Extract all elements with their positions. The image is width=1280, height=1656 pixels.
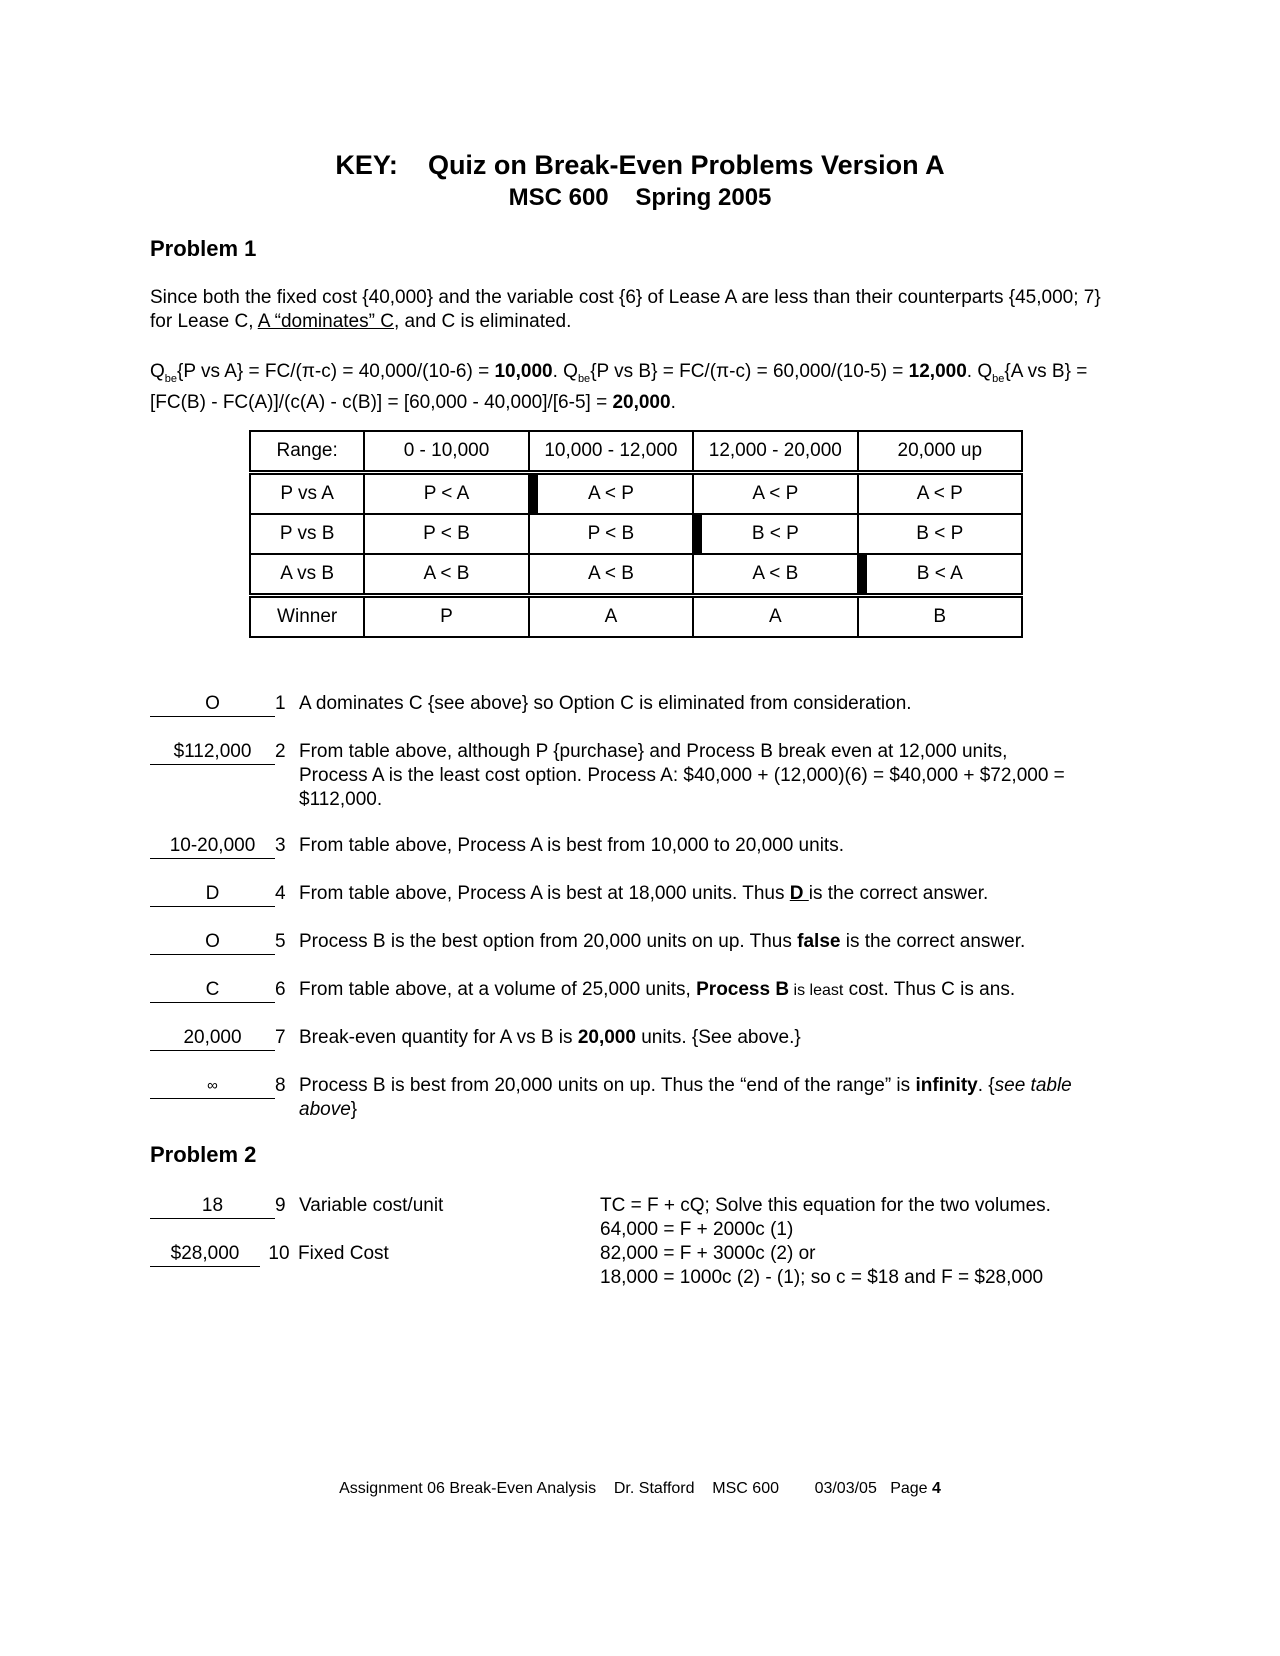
answer-item (150, 930, 1119, 955)
table-header-cell: 0 - 10,000 (364, 431, 528, 473)
answer-explanation: From table above, although P {purchase} and Process B break even at 12,000 units, Process A is the least cost option. Process A: $40,000 + (12,000)(6) = $40,000 + $72,000 = $112,000. (299, 741, 1065, 810)
question-number: 3 (275, 835, 286, 856)
question-number: 6 (275, 979, 286, 1000)
answer-blank: $112,000 (150, 740, 275, 765)
eq3-end: . (670, 391, 676, 413)
explanation-text: From table above, Process A is best at 18,000 units. Thus (299, 883, 790, 904)
table-cell: P vs B (250, 514, 364, 554)
explanation-text: From table above, at a volume of 25,000 units, (299, 979, 697, 1000)
question-number: 2 (275, 741, 286, 762)
answer-item (150, 1026, 1119, 1051)
equation-line: 18,000 = 1000c (2) - (1); so c = $18 and F = $28,000 (600, 1267, 1044, 1288)
item-label: Fixed Cost (298, 1243, 389, 1264)
q-symbol: Q (563, 361, 578, 382)
table-row (250, 554, 1022, 596)
title-text: Quiz on Break-Even Problems Version A (427, 150, 945, 180)
table-cell (693, 514, 857, 554)
explanation-small: is least (789, 982, 844, 999)
answer-item (150, 1242, 558, 1267)
table-header-cell: 12,000 - 20,000 (693, 431, 857, 473)
footer-assignment: Assignment 06 Break-Even Analysis (339, 1480, 597, 1497)
answer-item (150, 740, 1079, 812)
table-header-row (250, 431, 1022, 473)
table-cell: A (529, 596, 693, 638)
answer-item (150, 834, 1119, 859)
table-cell: A < P (858, 473, 1022, 515)
answer-blank: 18 (150, 1194, 275, 1219)
answer-blank: $28,000 (150, 1242, 260, 1267)
eq3-result: 20,000 (612, 391, 671, 413)
table-header-cell: Range: (250, 431, 364, 473)
explanation-text: } (350, 1099, 358, 1120)
footer-course: MSC 600 (712, 1480, 779, 1497)
table-cell-text: B < P (751, 523, 799, 544)
para-text: Since both the fixed cost {40,000} and the variable cost {6} of Lease A are less than their counterparts {45,000; 7} for Lease C, (150, 287, 1101, 332)
answer-item (150, 882, 1119, 907)
explanation-text: is the correct answer. (808, 883, 989, 904)
table-row (250, 473, 1022, 515)
answer-blank: O (150, 930, 275, 955)
page-title (0, 150, 1280, 181)
explanation-bold: Process B (696, 979, 790, 1000)
question-number: 5 (275, 931, 286, 952)
explanation-bold: infinity (915, 1075, 978, 1096)
table-cell: P < B (364, 514, 528, 554)
answer-blank: ∞ (150, 1074, 275, 1099)
table-cell-text: B < A (916, 563, 963, 584)
breakeven-marker (530, 475, 538, 513)
table-row (250, 514, 1022, 554)
q-symbol: Q (977, 361, 993, 382)
answer-item (150, 1194, 559, 1219)
eq-sep: . (552, 361, 564, 382)
question-number: 7 (275, 1027, 286, 1048)
eq2-result: 12,000 (908, 361, 967, 382)
table-cell: B < P (858, 514, 1022, 554)
explanation-bold: false (797, 931, 841, 952)
question-number: 8 (275, 1075, 286, 1096)
answer-blank: 10-20,000 (150, 834, 275, 859)
para-underlined: A “dominates” C (257, 311, 394, 332)
page-subtitle (0, 184, 1280, 212)
question-number: 1 (275, 693, 286, 714)
table-winner-row (250, 596, 1022, 638)
table-cell: A < B (693, 554, 857, 596)
subtitle-term: Spring 2005 (635, 184, 772, 211)
equation-line: 82,000 = F + 3000c (2) or (600, 1243, 816, 1264)
eq1-result: 10,000 (494, 361, 553, 382)
breakeven-table (249, 430, 1023, 638)
answer-item (150, 692, 1119, 717)
answer-blank: O (150, 692, 275, 717)
explanation-italic: see table above (299, 1075, 1072, 1120)
table-cell: B (858, 596, 1022, 638)
eq2: {P vs B} = FC/(π-c) = 60,000/(10-5) = (590, 361, 909, 382)
table-cell: A vs B (250, 554, 364, 596)
question-number: 10 (268, 1243, 290, 1264)
answer-blank: C (150, 978, 275, 1003)
footer-page-label: Page (890, 1480, 928, 1497)
explanation-bold: 20,000 (577, 1027, 636, 1048)
answer-item (150, 978, 1119, 1003)
footer-date: 03/03/05 (814, 1480, 877, 1497)
explanation-text: Break-even quantity for A vs B is (299, 1027, 578, 1048)
table-cell: Winner (250, 596, 364, 638)
table-cell: A < P (693, 473, 857, 515)
explanation-answer: D (789, 883, 809, 904)
table-cell: P < B (529, 514, 693, 554)
breakeven-marker (694, 515, 702, 553)
footer-instructor: Dr. Stafford (613, 1480, 695, 1497)
answer-blank: D (150, 882, 275, 907)
breakeven-equations (150, 360, 1120, 415)
table-header-cell: 20,000 up (858, 431, 1022, 473)
equation-line: TC = F + cQ; Solve this equation for the two volumes. (600, 1195, 1051, 1216)
problem2-heading: Problem 2 (150, 1142, 257, 1167)
breakeven-marker (859, 555, 867, 593)
explanation-text: Process B is best from 20,000 units on up. Thus the “end of the range” is (299, 1075, 916, 1096)
page-footer (0, 1480, 1280, 1498)
q-symbol: Q (150, 361, 165, 382)
answer-explanation (299, 1026, 1119, 1050)
problem1-heading: Problem 1 (150, 236, 257, 261)
table-cell (858, 554, 1022, 596)
table-cell (529, 473, 693, 515)
eq-sep: . (966, 361, 978, 382)
question-number: 4 (275, 883, 286, 904)
q-subscript: be (164, 372, 178, 385)
q-subscript: be (992, 372, 1005, 385)
item-label: Variable cost/unit (299, 1195, 444, 1216)
problem1-paragraph (150, 286, 1110, 334)
answer-explanation (299, 882, 1119, 906)
table-cell: A < B (364, 554, 528, 596)
answer-explanation: From table above, Process A is best from 10,000 to 20,000 units. (299, 835, 844, 856)
eq3: {A vs B} = [FC(B) - FC(A)]/(c(A) - c(B)] = [60,000 - 40,000]/[6-5] = (150, 361, 1088, 413)
answer-item (150, 1074, 1099, 1122)
explanation-text: cost. Thus C is ans. (843, 979, 1016, 1000)
explanation-text: units. {See above.} (635, 1027, 801, 1048)
table-cell-text: A < P (587, 483, 634, 504)
title-key: KEY: (335, 150, 398, 180)
table-cell: P (364, 596, 528, 638)
table-header-cell: 10,000 - 12,000 (529, 431, 693, 473)
question-number: 9 (275, 1195, 286, 1216)
answer-explanation (299, 1074, 1099, 1122)
explanation-text: . { (977, 1075, 995, 1096)
answer-explanation: A dominates C {see above} so Option C is eliminated from consideration. (299, 693, 912, 714)
subtitle-course: MSC 600 (508, 184, 609, 211)
q-subscript: be (577, 372, 591, 385)
answer-explanation (299, 978, 1119, 1003)
table-cell: P < A (364, 473, 528, 515)
table-cell: P vs A (250, 473, 364, 515)
footer-page-number: 4 (932, 1480, 941, 1497)
eq1: {P vs A} = FC/(π-c) = 40,000/(10-6) = (177, 361, 495, 382)
explanation-text: is the correct answer. (840, 931, 1026, 952)
para-text-end: , and C is eliminated. (393, 311, 572, 332)
answer-explanation (299, 930, 1119, 954)
answer-blank: 20,000 (150, 1026, 275, 1051)
table-cell: A < B (529, 554, 693, 596)
table-cell: A (693, 596, 857, 638)
equation-line: 64,000 = F + 2000c (1) (600, 1219, 794, 1240)
explanation-text: Process B is the best option from 20,000 units on up. Thus (299, 931, 798, 952)
